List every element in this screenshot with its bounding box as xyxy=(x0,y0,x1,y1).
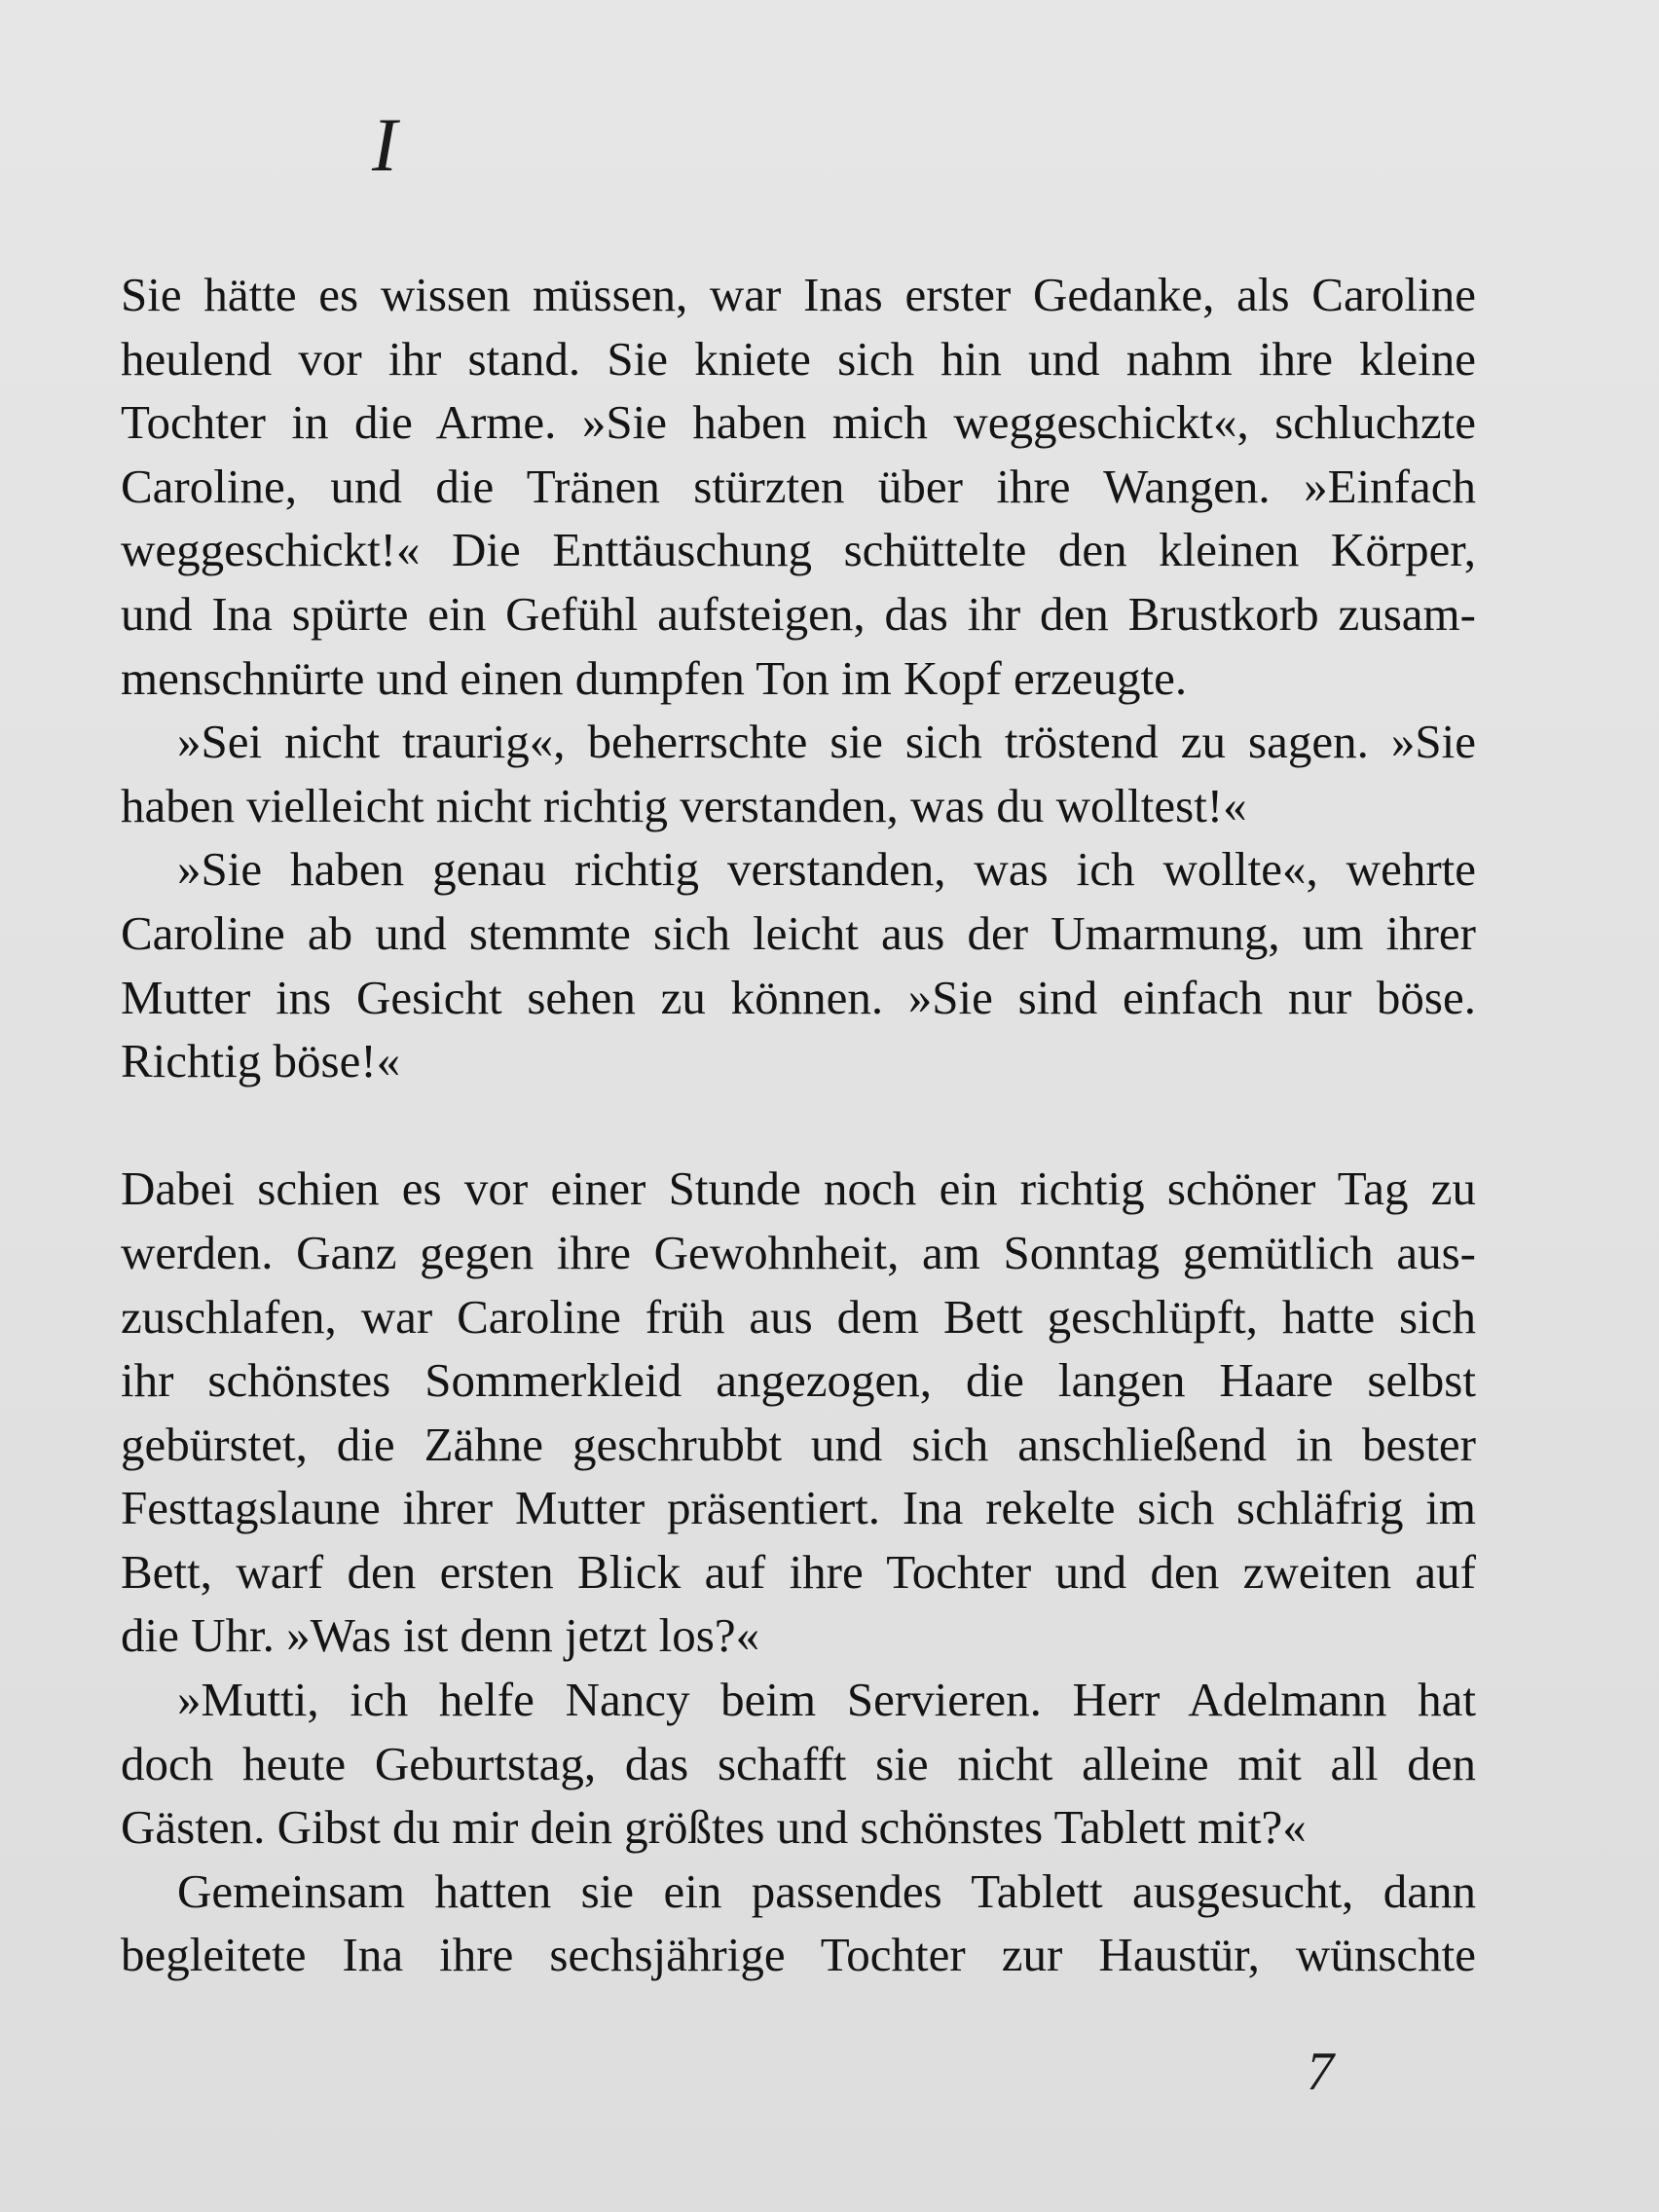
text-line: die Uhr. »Was ist denn jetzt los?« xyxy=(121,1608,760,1663)
chapter-number: I xyxy=(372,102,397,187)
paragraph xyxy=(121,1157,1476,1668)
text-line: menschnürte und einen dumpfen Ton im Kopf erzeugte. xyxy=(121,650,1188,705)
section-1 xyxy=(121,263,1476,1093)
text-line: weggeschickt!« Die Enttäuschung schüttelte den kleinen Körper, xyxy=(121,523,1476,577)
text-line: Tochter in die Arme. »Sie haben mich weggeschickt«, schluchzte xyxy=(121,395,1476,450)
text-line: Sie hätte es wissen müssen, war Inas erster Gedanke, als Caroline xyxy=(121,268,1476,321)
text-line: doch heute Geburtstag, das schafft sie nicht alleine mit all den xyxy=(121,1736,1476,1790)
text-line: Dabei schien es vor einer Stunde noch ein richtig schöner Tag zu xyxy=(121,1161,1476,1216)
text-line: Gemeinsam hatten sie ein passendes Tablett ausgesucht, dann xyxy=(177,1863,1476,1918)
text-line: zuschlafen, war Caroline früh aus dem Bett geschlüpft, hatte sich xyxy=(121,1289,1476,1344)
paragraph xyxy=(121,263,1476,710)
text-line: Mutter ins Gesicht sehen zu können. »Sie sind einfach nur böse. xyxy=(121,970,1476,1024)
text-line: »Sie haben genau richtig verstanden, was ich wollte«, wehrte xyxy=(177,842,1476,897)
text-line: Gästen. Gibst du mir dein größtes und schönstes Tablett mit?« xyxy=(121,1800,1307,1855)
text-line: werden. Ganz gegen ihre Gewohnheit, am Sonntag gemütlich aus- xyxy=(121,1225,1476,1279)
body-text xyxy=(121,263,1476,1987)
text-line: Bett, warf den ersten Blick auf ihre Tochter und den zweiten auf xyxy=(121,1544,1476,1599)
text-line: haben vielleicht nicht richtig verstanden, was du wolltest!« xyxy=(121,778,1247,832)
text-line: und Ina spürte ein Gefühl aufsteigen, das ihr den Brustkorb zusam- xyxy=(121,586,1476,641)
text-line: ihr schönstes Sommerkleid angezogen, die langen Haare selbst xyxy=(121,1353,1476,1408)
text-line: »Mutti, ich helfe Nancy beim Servieren. Herr Adelmann hat xyxy=(177,1673,1476,1727)
text-line: Caroline, und die Tränen stürzten über ihre Wangen. »Einfach xyxy=(121,459,1476,513)
section-2 xyxy=(121,1157,1476,1987)
text-line: gebürstet, die Zähne geschrubbt und sich anschließend in bester xyxy=(121,1417,1476,1471)
paragraph xyxy=(121,837,1476,1092)
text-line: Richtig böse!« xyxy=(121,1034,401,1088)
text-line: »Sei nicht traurig«, beherrschte sie sich tröstend zu sagen. »Sie xyxy=(177,715,1476,769)
paragraph xyxy=(121,1860,1476,1987)
text-line: Festtagslaune ihrer Mutter präsentiert. Ina rekelte sich schläfrig im xyxy=(121,1481,1476,1535)
text-line: begleitete Ina ihre sechsjährige Tochter zur Haustür, wünschte xyxy=(121,1928,1476,1982)
page-number: 7 xyxy=(1307,2042,1334,2102)
section-break xyxy=(121,1093,1476,1158)
text-line: heulend vor ihr stand. Sie kniete sich hin und nahm ihre kleine xyxy=(121,331,1476,386)
paragraph xyxy=(121,1668,1476,1860)
text-line: Caroline ab und stemmte sich leicht aus der Umarmung, um ihrer xyxy=(121,905,1476,960)
paragraph xyxy=(121,710,1476,837)
